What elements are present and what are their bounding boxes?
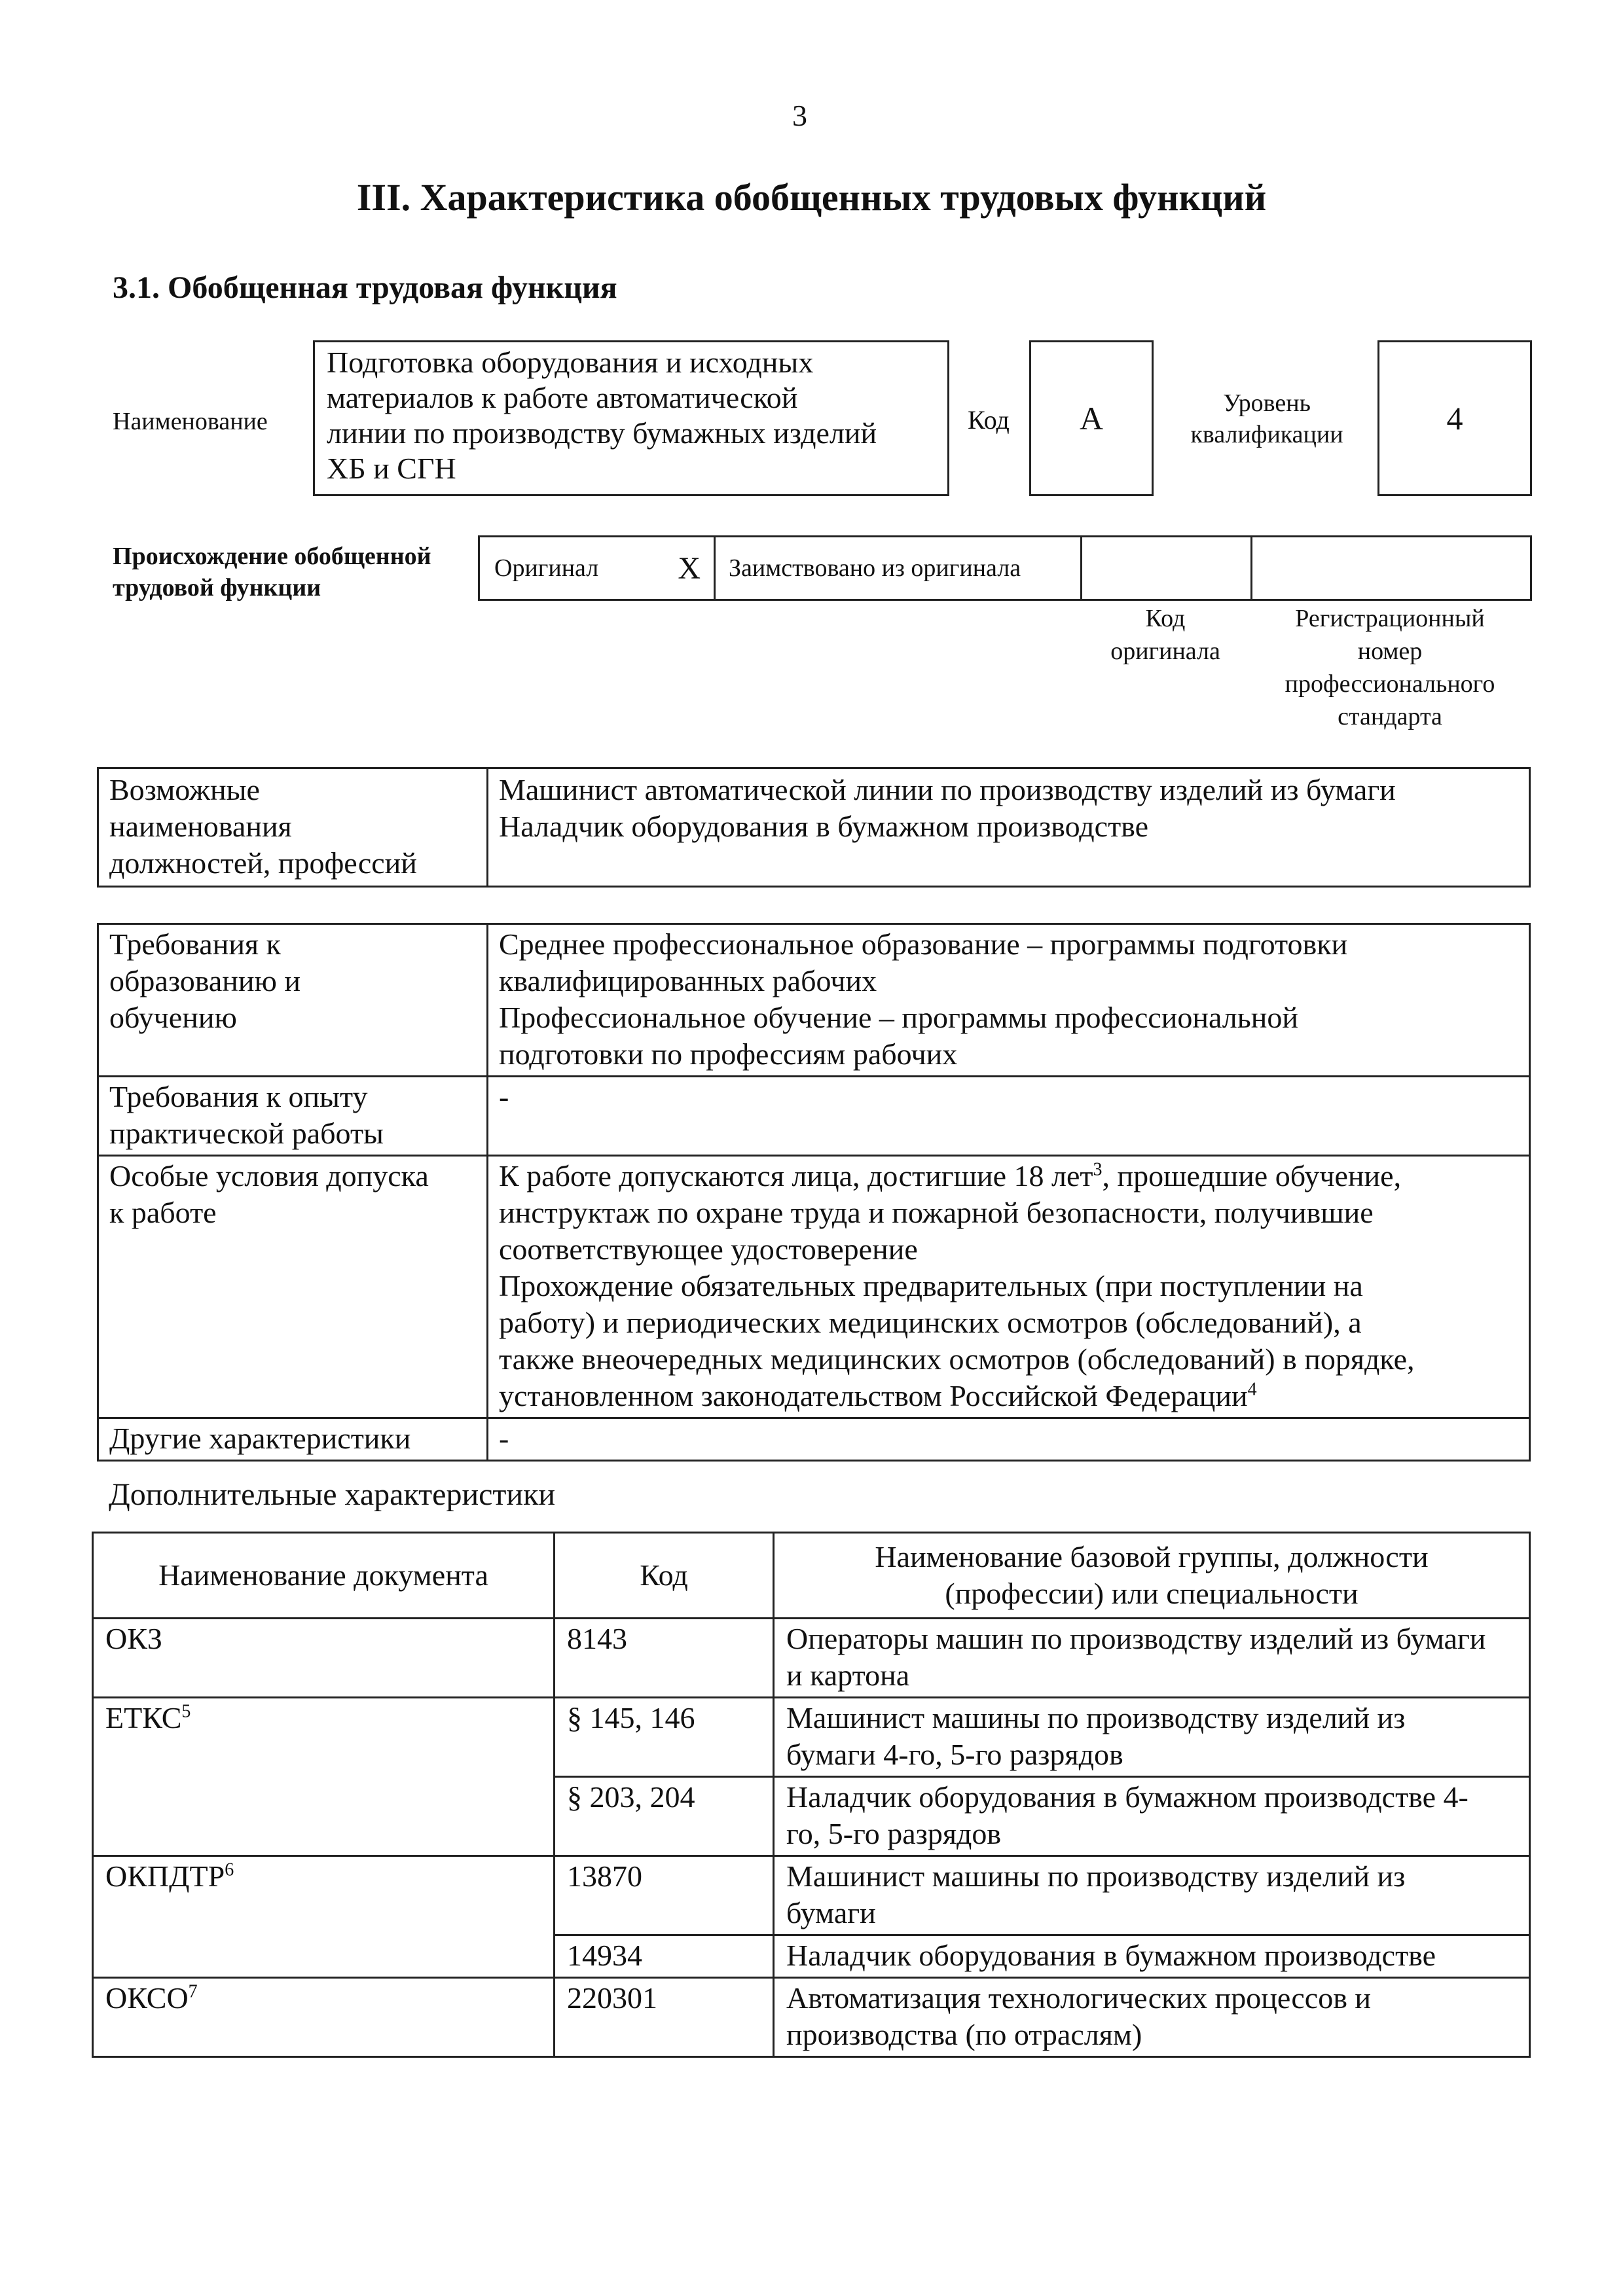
cell-line: Среднее профессиональное образование – программы подготовки [499,927,1348,961]
cell-line: Машинист машины по производству изделий из [786,1701,1406,1734]
cell-line: Наладчик оборудования в бумажном производстве [786,1939,1436,1972]
other-label-cell: Другие характеристики [98,1418,488,1461]
cell-line: (профессии) или специальности [945,1577,1359,1610]
caption-line: стандарта [1338,703,1442,730]
cell-line: Машинист автоматической линии по производству изделий из бумаги [499,773,1396,806]
text-fragment: установленном законодательством Российской Федерации [499,1379,1248,1412]
cell-line [499,1158,1518,1194]
doc-cell [93,1978,555,2057]
cell-line: Профессиональное обучение – программы профессиональной [499,1001,1298,1034]
positions-label-cell [98,768,488,887]
text-fragment: К работе допускаются лица, достигшие 18 лет [499,1159,1093,1193]
table-row [98,1077,1530,1156]
other-value-cell: - [488,1418,1530,1461]
function-name-line: материалов к работе автоматической [327,381,798,414]
origin-label [113,541,431,603]
cell-line: Операторы машин по производству изделий из бумаги [786,1622,1486,1655]
cell-line: квалифицированных рабочих [499,964,877,997]
function-name-box [313,340,949,496]
footnote-ref: 7 [188,1981,198,2002]
origin-code-cell [1082,537,1252,599]
origin-mark: X [678,550,701,586]
doc-cell [93,1856,555,1978]
footnote-ref: 6 [225,1859,234,1880]
origin-label-line: трудовой функции [113,574,321,601]
cell-line: производства (по отраслям) [786,2018,1142,2051]
origin-row [478,535,1532,601]
section-title: III. Характеристика обобщенных трудовых функций [356,176,1267,219]
text-fragment: ОКПДТР [105,1859,225,1893]
level-box [1377,340,1532,496]
footnote-ref: 3 [1093,1159,1103,1180]
special-label-cell [98,1156,488,1418]
additional-table [92,1532,1531,2058]
code-box [1029,340,1154,496]
cell-line: бумаги [786,1896,876,1929]
table-row [98,1418,1530,1461]
cell-line: Автоматизация технологических процессов и [786,1981,1372,2015]
code-value: А [1079,400,1104,437]
code-cell: 14934 [555,1935,774,1978]
text-fragment: , прошедшие обучение, [1102,1159,1402,1193]
cell-line: Требования к опыту [109,1080,368,1113]
caption-line: Регистрационный [1295,605,1485,632]
function-name-label: Наименование [113,408,268,435]
registration-number-caption [1248,602,1532,733]
table-header-row [93,1533,1530,1619]
caption-line: номер [1357,637,1423,665]
footnote-ref: 4 [1247,1379,1257,1400]
requirements-table [97,923,1531,1462]
code-cell: 220301 [555,1978,774,2057]
origin-borrowed-text: Заимствовано из оригинала [729,554,1021,582]
function-name-line: линии по производству бумажных изделий [327,416,877,450]
function-name-line: ХБ и СГН [327,452,456,485]
table-row [98,924,1530,1077]
cell-line: Наладчик оборудования в бумажном производстве 4- [786,1780,1468,1814]
special-value-cell [488,1156,1530,1418]
group-cell [774,1619,1530,1698]
cell-line: обучению [109,1001,237,1034]
cell-line: Наименование базовой группы, должности [875,1540,1429,1573]
code-original-caption [1080,602,1250,668]
table-row [93,1698,1530,1777]
group-cell [774,1978,1530,2057]
education-value-cell [488,924,1530,1077]
cell-line: Особые условия допуска [109,1159,429,1193]
origin-label-line: Происхождение обобщенной [113,543,431,570]
origin-original-text: Оригинал [494,554,599,582]
header-group [774,1533,1530,1619]
cell-line: должностей, профессий [109,846,417,880]
cell-line: и картона [786,1659,910,1692]
cell-line: к работе [109,1196,217,1229]
code-cell: 13870 [555,1856,774,1935]
group-cell [774,1935,1530,1978]
code-cell: § 203, 204 [555,1777,774,1856]
code-cell: 8143 [555,1619,774,1698]
cell-line: практической работы [109,1117,384,1150]
cell-line: образованию и [109,964,301,997]
header-code: Код [555,1533,774,1619]
function-name-line: Подготовка оборудования и исходных [327,346,814,379]
cell-line: Наладчик оборудования в бумажном производстве [499,810,1149,843]
positions-table [97,767,1531,888]
origin-original-cell [480,537,716,599]
page-number: 3 [792,99,807,132]
doc-cell: ОКЗ [93,1619,555,1698]
doc-cell [93,1698,555,1856]
additional-title: Дополнительные характеристики [109,1477,556,1512]
caption-line: оригинала [1110,637,1220,665]
table-row [93,1856,1530,1935]
cell-line [499,1378,1518,1414]
origin-reg-cell [1252,537,1530,599]
level-label-line: Уровень [1223,389,1311,417]
table-row [93,1619,1530,1698]
table-row [98,768,1530,887]
cell-line: го, 5-го разрядов [786,1817,1002,1850]
experience-value-cell: - [488,1077,1530,1156]
table-row [98,1156,1530,1418]
cell-line: Возможные [109,773,260,806]
cell-line: также внеочередных медицинских осмотров (обследований) в порядке, [499,1342,1415,1376]
level-value: 4 [1446,400,1463,437]
cell-line: бумаги 4-го, 5-го разрядов [786,1738,1123,1771]
caption-line: профессионального [1285,670,1495,698]
cell-line: Машинист машины по производству изделий из [786,1859,1406,1893]
group-cell [774,1777,1530,1856]
education-label-cell [98,924,488,1077]
group-cell [774,1698,1530,1777]
experience-label-cell [98,1077,488,1156]
level-label [1165,387,1368,450]
level-label-line: квалификации [1190,421,1343,448]
positions-value-cell [488,768,1530,887]
cell-line: соответствующее удостоверение [499,1232,918,1266]
group-cell [774,1856,1530,1935]
code-label: Код [968,405,1010,435]
cell-line: подготовки по профессиям рабочих [499,1037,958,1071]
subsection-title: 3.1. Обобщенная трудовая функция [113,270,617,305]
footnote-ref: 5 [181,1701,191,1722]
table-row [93,1978,1530,2057]
cell-line: Прохождение обязательных предварительных (при поступлении на [499,1269,1363,1302]
text-fragment: ОКСО [105,1981,189,2015]
text-fragment: ЕТКС [105,1701,182,1734]
cell-line: работу) и периодических медицинских осмотров (обследований), а [499,1306,1362,1339]
cell-line: Требования к [109,927,281,961]
cell-line: наименования [109,810,292,843]
caption-line: Код [1145,605,1186,632]
origin-borrowed-cell [716,537,1082,599]
cell-line: инструктаж по охране труда и пожарной безопасности, получившие [499,1196,1374,1229]
code-cell: § 145, 146 [555,1698,774,1777]
header-doc: Наименование документа [93,1533,555,1619]
